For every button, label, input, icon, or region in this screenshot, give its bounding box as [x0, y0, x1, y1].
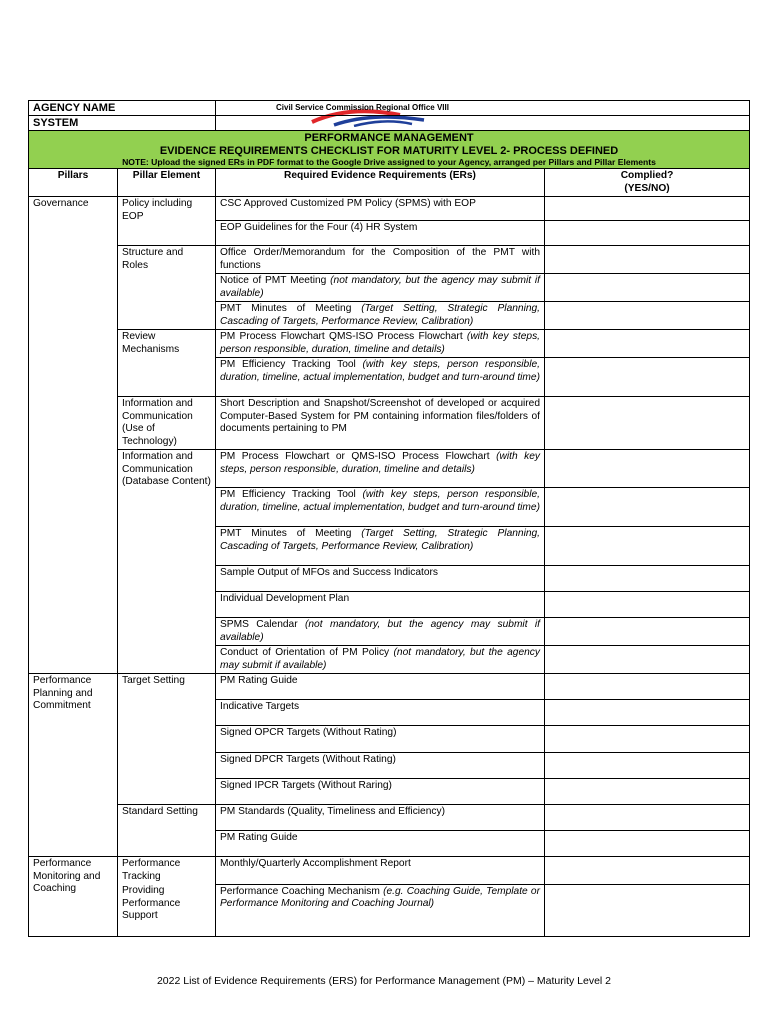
- checklist-banner: [29, 131, 750, 169]
- er-note: (not mandatory, but the agency may submit if available): [220, 647, 540, 671]
- pillar-monitoring: Performance Monitoring and Coaching: [29, 857, 118, 937]
- element-structure: Structure and Roles: [118, 246, 216, 330]
- er-row-3: Office Order/Memorandum for the Composition of the PMT with functions: [216, 246, 545, 274]
- banner-title: PERFORMANCE MANAGEMENT: [304, 132, 474, 144]
- element-performance-support: Providing Performance Support: [118, 884, 216, 936]
- evidence-checklist-table: [28, 100, 750, 937]
- agency-name-text: Civil Service Commission Regional Office VIII: [276, 103, 449, 112]
- complied-cell[interactable]: [545, 566, 750, 592]
- col-head-complied-line2: (YES/NO): [624, 182, 670, 194]
- banner-note: NOTE: Upload the signed ERs in PDF format to the Google Drive assigned to your Agency, arranged per Pillars and Pillar Elements: [122, 157, 656, 167]
- er-row-18: Signed OPCR Targets (Without Rating): [216, 726, 545, 753]
- er-text: Conduct of Orientation of PM Policy: [220, 647, 394, 658]
- complied-cell[interactable]: [545, 358, 750, 397]
- complied-cell[interactable]: [545, 805, 750, 831]
- page-footer: 2022 List of Evidence Requirements (ERS) for Performance Management (PM) – Maturity Level 2: [156, 975, 612, 987]
- complied-cell[interactable]: [545, 700, 750, 726]
- er-row-2: EOP Guidelines for the Four (4) HR System: [216, 221, 545, 246]
- system-value[interactable]: [216, 116, 750, 131]
- er-note: (not mandatory, but the agency may submit if available): [220, 619, 541, 643]
- er-row-5: [216, 302, 545, 330]
- er-note: (Target Setting, Strategic Planning, Cascading of Targets, Performance Review, Calibration): [220, 528, 540, 552]
- er-row-24: [216, 884, 545, 936]
- er-row-19: Signed DPCR Targets (Without Rating): [216, 753, 545, 779]
- pillar-governance: Governance: [29, 197, 118, 674]
- complied-cell[interactable]: [545, 779, 750, 805]
- er-row-11: [216, 527, 545, 566]
- pillar-planning: Performance Planning and Commitment: [29, 674, 118, 857]
- complied-cell[interactable]: [545, 397, 750, 450]
- complied-cell[interactable]: [545, 618, 750, 646]
- er-row-10: [216, 488, 545, 527]
- er-note: (with key steps, person responsible, duration, timeline and details): [220, 331, 540, 355]
- element-performance-tracking: Performance Tracking: [118, 857, 216, 885]
- er-row-17: Indicative Targets: [216, 700, 545, 726]
- er-text: Performance Coaching Mechanism: [220, 885, 384, 897]
- er-row-23: Monthly/Quarterly Accomplishment Report: [216, 857, 545, 885]
- complied-cell[interactable]: [545, 753, 750, 779]
- col-head-required-ers: Required Evidence Requirements (ERs): [216, 169, 545, 197]
- er-text: PM Process Flowchart or QMS-ISO Process Flowchart: [220, 451, 497, 462]
- element-ic-database: Information and Communication (Database Content): [118, 450, 216, 674]
- er-text: PM Efficiency Tracking Tool: [220, 359, 363, 370]
- er-row-8: Short Description and Snapshot/Screenshot of developed or acquired Computer-Based System for PM containing information files/folders of documents pertaining to PM: [216, 397, 545, 450]
- complied-cell[interactable]: [545, 831, 750, 857]
- er-note: (e.g. Coaching Guide, Template or Performance Monitoring and Coaching Journal): [220, 885, 540, 909]
- er-row-4: [216, 274, 545, 302]
- er-row-9: [216, 450, 545, 488]
- er-row-21: PM Standards (Quality, Timeliness and Efficiency): [216, 805, 545, 831]
- element-ic-technology: Information and Communication (Use of Technology): [118, 397, 216, 450]
- er-row-22: PM Rating Guide: [216, 831, 545, 857]
- complied-cell[interactable]: [545, 488, 750, 527]
- er-text: PMT Minutes of Meeting: [220, 528, 362, 539]
- er-row-15: [216, 646, 545, 674]
- er-row-16: PM Rating Guide: [216, 674, 545, 700]
- er-row-7: [216, 358, 545, 397]
- complied-cell[interactable]: [545, 884, 750, 936]
- complied-cell[interactable]: [545, 674, 750, 700]
- er-row-20: Signed IPCR Targets (Without Raring): [216, 779, 545, 805]
- complied-cell[interactable]: [545, 197, 750, 221]
- complied-cell[interactable]: [545, 592, 750, 618]
- er-text: PMT Minutes of Meeting: [220, 303, 362, 314]
- col-head-pillar-element: Pillar Element: [118, 169, 216, 197]
- complied-cell[interactable]: [545, 527, 750, 566]
- er-note: (not mandatory, but the agency may submit if available): [220, 275, 541, 299]
- system-label: SYSTEM: [29, 116, 216, 131]
- element-target-setting: Target Setting: [118, 674, 216, 805]
- agency-name-value[interactable]: [216, 101, 750, 116]
- er-row-14: [216, 618, 545, 646]
- complied-cell[interactable]: [545, 221, 750, 246]
- complied-cell[interactable]: [545, 726, 750, 753]
- element-standard-setting: Standard Setting: [118, 805, 216, 857]
- complied-cell[interactable]: [545, 330, 750, 358]
- complied-cell[interactable]: [545, 302, 750, 330]
- er-note: (with key steps, person responsible, duration, timeline and details): [220, 451, 540, 475]
- element-policy: Policy including EOP: [118, 197, 216, 246]
- er-row-13: Individual Development Plan: [216, 592, 545, 618]
- er-note: (with key steps, person responsible, duration, timeline, actual implementation, budget and turn-around time): [220, 489, 540, 513]
- col-head-pillars: Pillars: [29, 169, 118, 197]
- complied-cell[interactable]: [545, 857, 750, 885]
- er-row-12: Sample Output of MFOs and Success Indicators: [216, 566, 545, 592]
- complied-cell[interactable]: [545, 450, 750, 488]
- er-row-1: CSC Approved Customized PM Policy (SPMS) with EOP: [216, 197, 545, 221]
- er-text: PM Efficiency Tracking Tool: [220, 489, 363, 500]
- er-text: SPMS Calendar: [220, 619, 305, 630]
- col-head-complied-line1: Complied?: [620, 170, 674, 181]
- er-row-6: [216, 330, 545, 358]
- agency-name-label: AGENCY NAME: [29, 101, 216, 116]
- complied-cell[interactable]: [545, 274, 750, 302]
- banner-subtitle: EVIDENCE REQUIREMENTS CHECKLIST FOR MATURITY LEVEL 2- PROCESS DEFINED: [159, 144, 619, 157]
- element-review: Review Mechanisms: [118, 330, 216, 397]
- er-note: (with key steps, person responsible, duration, timeline, actual implementation, budget and turn-around time): [220, 359, 540, 383]
- er-text: PM Process Flowchart QMS-ISO Process Flowchart: [220, 331, 467, 342]
- complied-cell[interactable]: [545, 246, 750, 274]
- er-note: (Target Setting, Strategic Planning, Cascading of Targets, Performance Review, Calibration): [220, 303, 540, 327]
- col-head-complied: [545, 169, 750, 197]
- complied-cell[interactable]: [545, 646, 750, 674]
- er-text: Notice of PMT Meeting: [220, 275, 331, 286]
